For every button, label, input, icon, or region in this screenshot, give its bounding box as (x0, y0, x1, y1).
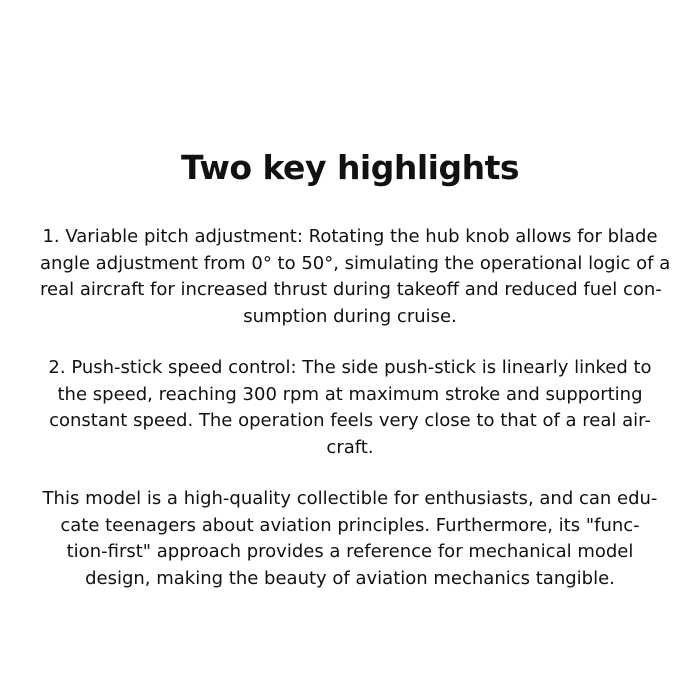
text-line: the speed, reaching 300 rpm at maximum stroke and supporting (57, 383, 643, 405)
text-line: tion-first" approach provides a reference for mechanical model (66, 541, 634, 562)
text-line: This model is a high-quality collectible for enthusiasts, and can edu- (42, 488, 658, 509)
page-title: Two key highlights (180, 148, 520, 187)
text-line: constant speed. The operation feels very close to that of a real air- (49, 410, 651, 431)
text-line: real aircraft for increased thrust during takeoff and reduced fuel con- (40, 279, 662, 300)
text-line: craft. (326, 436, 374, 458)
text-line: angle adjustment from 0° to 50°, simulating the operational logic of a (40, 252, 671, 274)
highlight-speed-control (40, 355, 660, 461)
conclusion-paragraph (40, 486, 660, 592)
text-line: 1. Variable pitch adjustment: Rotating the hub knob allows for blade (42, 226, 658, 247)
text-line: sumption during cruise. (243, 305, 457, 327)
highlight-variable-pitch (40, 224, 671, 330)
text-line: cate teenagers about aviation principles. Furthermore, its "func- (60, 514, 640, 536)
text-line: design, making the beauty of aviation mechanics tangible. (85, 567, 615, 589)
text-line: 2. Push-stick speed control: The side push-stick is linearly linked to (48, 357, 652, 378)
